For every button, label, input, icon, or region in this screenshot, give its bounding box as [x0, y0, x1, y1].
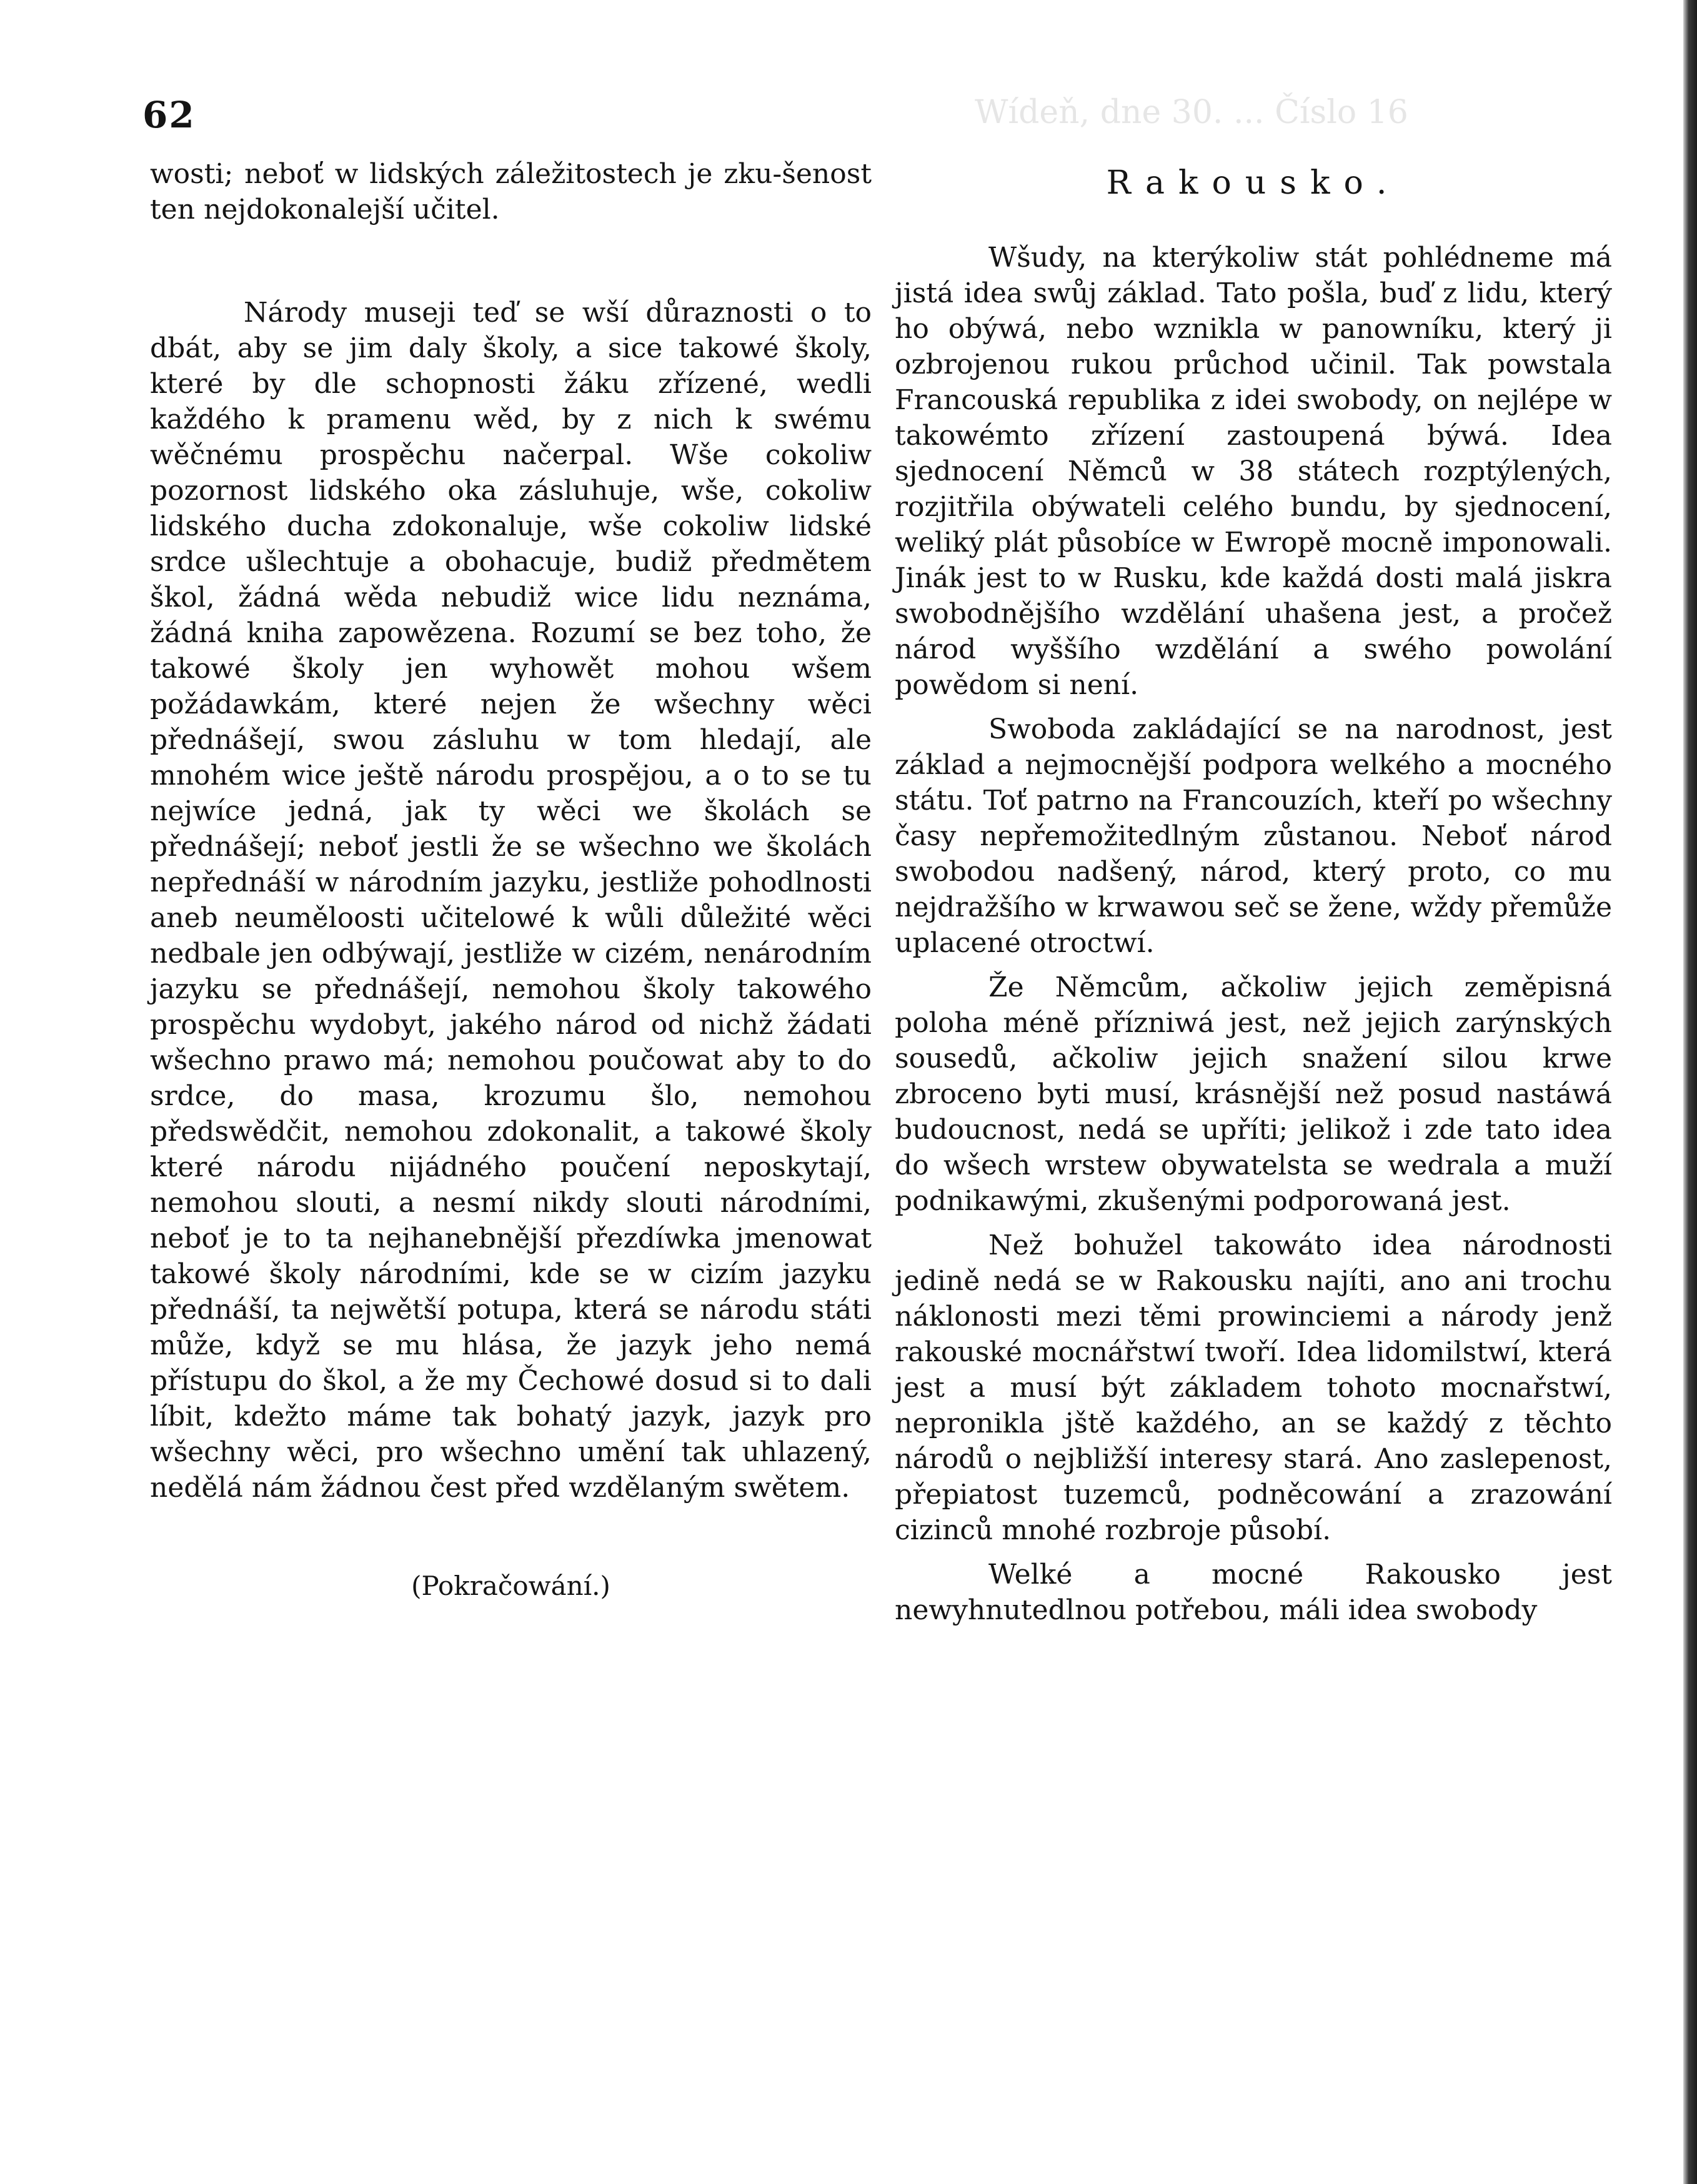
bleed-through-header: Wídeň, dne 30. ... Číslo 16 [975, 94, 1408, 131]
schools-paragraph: Národy museji teď se wší důraznosti o to dbát, aby se jim daly školy, a sice takowé školy, které by dle schopnosti žáku zřízené, wedli každého k pramenu wěd, by z nich k swému wěčnému prospěchu načerpal. Wše cokoliw pozornost lidského oka zásluhuje, wše, cokoliw lidského ducha zdokonaluje, wše cokoliw lidské srdce ušlechtuje a obohacuje, budiž předmětem škol, žádná wěda nebudiž wice lidu neznáma, žádná kniha zapowězena. Rozumí se bez toho, že takowé školy jen wyhowět mohou wšem požádawkám, které nejen že wšechny wěci přednášejí, swou zásluhu w tom hledají, ale mnohém wice ještě národu prospějou, a o to se tu nejwíce jedná, jak ty wěci we školách se přednášejí; neboť jestli že se wšechno we školách nepřednáší w národním jazyku, jestliže pohodlnosti aneb neuměloosti učitelowé k wůli důležité wěci nedbale jen odbýwají, jestliže w cizém, nenárodním jazyku se přednášejí, nemohou školy takowého prospěchu wydobyt, jakého národ od nichž žádati wšechno prawo má; nemohou poučowat aby to do srdce, do masa, krozumu šlo, nemohou předswědčit, nemohou zdokonalit, a takowé školy které národu nijádného poučení neposkytají, nemohou slouti, a nesmí nikdy slouti národními, neboť je to ta nejhanebnější přezdíwka jmenowat takowé školy národními, kde se w cizím jazyku přednáší, ta nejwětší potupa, která se národu státi může, když se mu hlása, že jazyk jeho nemá přístupu do škol, a že my Čechowé dosud si to dali líbit, kdežto máme tak bohatý jazyk, jazyk pro wšechny wěci, pro wšechno umění tak uhlazený, nedělá nám žádnou čest před wzdělaným swětem. [150, 297, 872, 1504]
article-paragraph: Že Němcům, ačkoliw jejich zeměpisná poloha méně příznіwá jest, než jejich zarýnských sousedů, ačkoliw jejich snažení silou krwe zbroceno byti musí, krásnější než posud nastáwá budoucnost, nedá se upříti; jelikož i zde tato idea do wšech wrstew obywatelsta se wedrala a muží podnikawými, zkušenými podporowaná jest. [895, 971, 1612, 1217]
article-paragraph: Welké a mocné Rakousko jest newyhnutedlnou potřebou, máli idea swobody [895, 1559, 1612, 1626]
right-column [895, 166, 1612, 1628]
section-title: Rakousko. [1106, 164, 1401, 202]
page-number: 62 [142, 94, 196, 136]
article-paragraph: Než bohužel takowáto idea národnosti jedině nedá se w Rakousku najíti, ano ani trochu náklonosti mezi těmi prowinciemi a národy jenž rakouské mocnářstwí twoří. Idea lidomilstwí, která jest a musí být základem tohoto mocnařstwí, nepronikla jště každého, an se každý z těchto národů o nejbližší interesy stará. Ano zaslepenost, přepiatost tuzemců, podněcowání a zrazowání cizinců mnohé rozbroje působí. [895, 1229, 1612, 1546]
article-paragraph: Swoboda zakládající se na narodnost, jest základ a nejmocnější podpora welkého a mocného státu. Toť patrno na Francouzích, kteří po wšechny časy nepřemožitedlným zůstanou. Neboť národ swobodou nadšený, národ, který proto, co mu nejdražšího w krwawou seč se žene, wždy přemůže uplacené otroctwí. [895, 713, 1612, 959]
article-paragraph: Wšudy, na kterýkoliw stát pohlédneme má jistá idea swůj základ. Tato pošla, buď z lidu, který ho obýwá, nebo wznikla w panowníku, který ji ozbrojenou rukou průchod učinil. Tak powstala Francouská republika z idei swobody, on nejlépe w takowémto zřízení zastoupená býwá. Idea sjednocení Němců w 38 státech rozptýlených, rozjitřila obýwateli celého bundu, by sjednocení, weliký plát působíce w Ewropě mocně imponowali. Jinák jest to w Rusku, kde každá dosti malá jiskra swobodnějšího wzdělání uhašena jest, a pročež národ wyššího wzdělání a swého powolání powědom si není. [895, 242, 1612, 701]
continuation-paragraph: wosti; neboť w lidských záležitostech je zku-šenost ten nejdokonalejší učitel. [150, 158, 872, 226]
page-edge-shadow [1683, 0, 1697, 2184]
left-column [150, 156, 872, 1604]
continued-note: (Pokračowání.) [411, 1571, 610, 1601]
